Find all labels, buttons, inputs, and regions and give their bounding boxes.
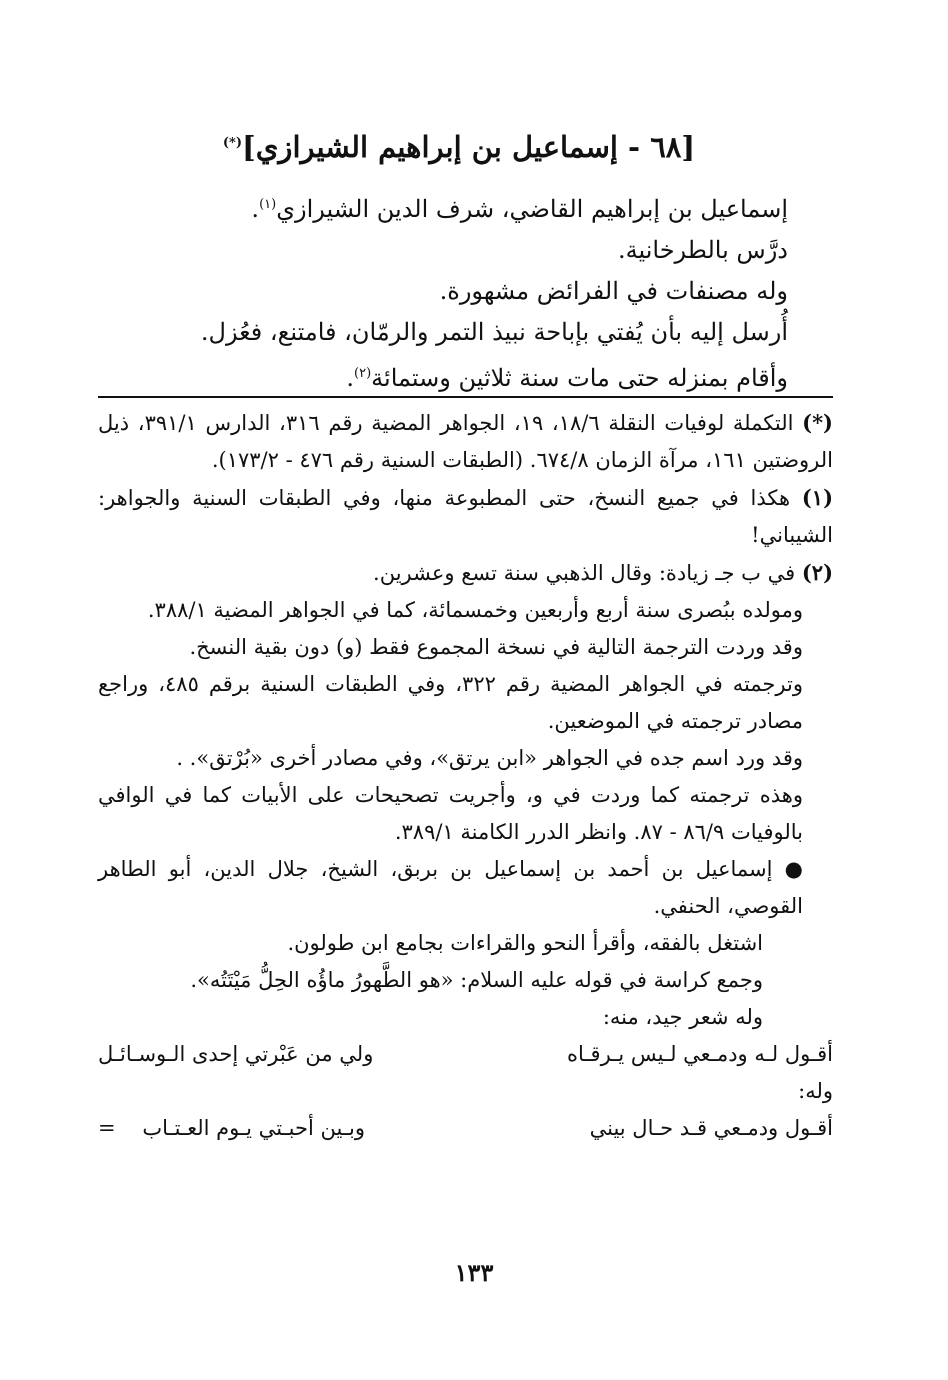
entry-heading bbox=[0, 130, 948, 164]
verse-intro: وله: bbox=[798, 1079, 833, 1103]
footnote-2-line-6: وهذه ترجمته كما وردت في و، وأجريت تصحيحات على الأبيات كما في الوافي بالوفيات ٨٦/٩ - ٨٧. وانظر الدرر الكامنة ٣٨٩/١. bbox=[98, 783, 803, 844]
footnote-star bbox=[98, 404, 833, 479]
footnote-2-line-4: وترجمته في الجواهر المضية رقم ٣٢٢، وفي الطبقات السنية برقم ٤٨٥، وراجع مصادر ترجمته في الموضعين. bbox=[98, 672, 803, 733]
entry-title: [٦٨ - إسماعيل بن إبراهيم الشيرازي] bbox=[242, 130, 696, 164]
footnote-1 bbox=[98, 479, 833, 554]
verse-2-first-hemistich: أقـول ودمـعي قـد حـال بيني bbox=[589, 1116, 833, 1140]
body-line-1: إسماعيل بن إبراهيم القاضي، شرف الدين الشيرازي$^{(١)}$. bbox=[251, 195, 788, 223]
footnote-2-line-7: ● إسماعيل بن أحمد بن إسماعيل بن بربق، الشيخ، جلال الدين، أبو الطاهر القوصي، الحنفي. bbox=[98, 857, 803, 918]
footnote-2-line-3: وقد وردت الترجمة التالية في نسخة المجموع فقط (و) دون بقية النسخ. bbox=[189, 635, 803, 659]
footnotes-section bbox=[98, 404, 833, 1147]
body-line-5: وأقام بمنزله حتى مات سنة ثلاثين وستمائة$^{(٢)}$. bbox=[346, 364, 788, 392]
footnote-2-line-9: وجمع كراسة في قوله عليه السلام: «هو الطَّهورُ ماؤُه الحِلُّ مَيْتَتُه». bbox=[190, 968, 763, 992]
page-number: ١٣٣ bbox=[454, 1258, 494, 1287]
verse-2 bbox=[98, 1110, 833, 1147]
footnote-2-line-2: ومولده ببُصرى سنة أربع وأربعين وخمسمائة، كما في الجواهر المضية ٣٨٨/١. bbox=[147, 598, 803, 622]
footnote-2-line-8: اشتغل بالفقه، وأقرأ النحو والقراءات بجامع ابن طولون. bbox=[287, 931, 763, 955]
heading-footnote-marker: (*) bbox=[222, 135, 243, 151]
continuation-mark: = bbox=[98, 1116, 116, 1140]
footnote-1-text: هكذا في جميع النسخ، حتى المطبوعة منها، وفي الطبقات السنية والجواهر: الشيباني! bbox=[98, 486, 833, 547]
footnote-1-marker: (١) bbox=[801, 485, 833, 510]
verse-1-first-hemistich: أقـول لـه ودمـعي لـيس يـرقـاه bbox=[566, 1042, 833, 1066]
body-line-2: درَّس بالطرخانية. bbox=[617, 236, 788, 264]
verse-1 bbox=[98, 1036, 833, 1073]
footnote-2-line-5: وقد ورد اسم جده في الجواهر «ابن يرتق»، وفي مصادر أخرى «بُرْتق». . bbox=[176, 746, 803, 770]
footnote-2 bbox=[98, 554, 833, 592]
verse-1-second-hemistich: ولي من عَبْرتي إحدى الـوسـائـل bbox=[98, 1042, 374, 1066]
footnote-2-line-10: وله شعر جيد، منه: bbox=[602, 1005, 763, 1029]
entry-body bbox=[128, 184, 788, 399]
footnote-2-marker: (٢) bbox=[801, 560, 833, 585]
footnote-ref-1[interactable]: (١) bbox=[259, 197, 277, 212]
footnote-ref-2[interactable]: (٢) bbox=[354, 366, 372, 381]
footnote-star-text: التكملة لوفيات النقلة ١٨/٦، ١٩، الجواهر المضية رقم ٣١٦، الدارس ٣٩١/١، ذيل الروضتين ١٦١، مرآة الزمان ٦٧٤/٨. (الطبقات السنية رقم ٤٧٦ - ١٧٣/٢). bbox=[98, 411, 833, 472]
footnote-divider bbox=[98, 396, 833, 398]
body-line-3: وله مصنفات في الفرائض مشهورة. bbox=[439, 277, 788, 305]
footnote-2-line-1: في ب جـ زيادة: وقال الذهبي سنة تسع وعشرين. bbox=[373, 561, 796, 585]
verse-2-second-hemistich: وبـين أحبـتي يـوم العـتـاب = bbox=[98, 1116, 365, 1140]
body-line-4: أُرسل إليه بأن يُفتي بإباحة نبيذ التمر والرمّان، فامتنع، فعُزل. bbox=[200, 318, 788, 346]
footnote-star-marker: (*) bbox=[802, 410, 833, 435]
